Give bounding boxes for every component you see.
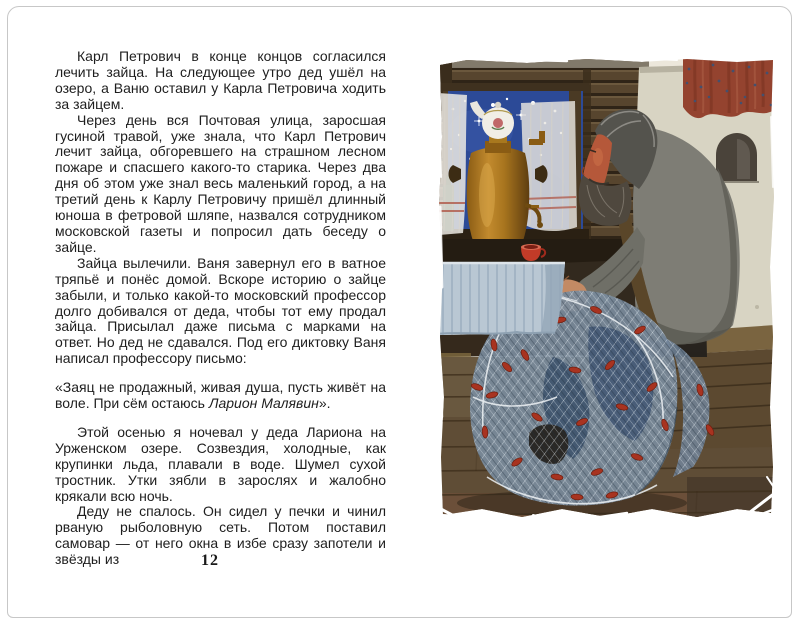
paragraph: Деду не спалось. Он сидел у печки и чинил рваную рыболовную сеть. Потом поставил самовар — от него окна в избе сразу запотели и звёзды из bbox=[55, 503, 386, 568]
text-column bbox=[55, 49, 386, 568]
illustration-rose-decal bbox=[493, 118, 503, 128]
paragraph: Карл Петрович в конце концов согласился лечить зайца. На следующее утро дед ушёл на озеро, а Ваню оставил у Карла Петровича ходить за зайцем. bbox=[55, 48, 386, 112]
paragraph: Через день вся Почтовая улица, заросшая гусиной травой, уже знала, что Карл Петрович лечит зайца, обгоревшего на страшном лесном пожаре и спасшего какого-то старика. Через два дня об этом уже знал весь маленький город, а на третий день к Карлу Петровичу пришёл длинный юноша в фетровой шляпе, назвался сотрудником московской газеты и попросил дать беседу о зайце. bbox=[55, 111, 386, 255]
illustration-lace-curtain-right bbox=[521, 101, 577, 231]
page-number: 12 bbox=[201, 552, 219, 569]
letter-signature: Ларион Малявин bbox=[208, 395, 319, 412]
letter-text-close: ». bbox=[318, 395, 331, 412]
illustration-tablecloth bbox=[437, 263, 565, 335]
paragraph: Этой осенью я ночевал у деда Лариона на Урженском озере. Созвездия, холодные, как крупинки льда, плавали в воде. Шумел сухой тростник. Утки зябли в зарослях и жалобно крякали всю ночь. bbox=[55, 423, 386, 504]
illustration-lace-curtain-left bbox=[439, 93, 467, 235]
letter-quote bbox=[55, 380, 386, 412]
paragraph: Зайца вылечили. Ваня завернул его в ватное тряпьё и понёс домой. Вскоре историю о зайце забыли, и только какой-то московский профессор долго добивался от деда, чтобы тот ему продал зайца. Присылал даже письма с марками на ответ. Но дед не сдавался. Под его диктовку Ваня написал профессору письмо: bbox=[55, 254, 386, 367]
illustration-red-curtain bbox=[683, 57, 775, 118]
letter-text: «Заяц не продажный, живая душа, пусть живёт на воле. При сём остаюсь bbox=[55, 379, 386, 412]
illustration-watercolor bbox=[437, 57, 775, 554]
